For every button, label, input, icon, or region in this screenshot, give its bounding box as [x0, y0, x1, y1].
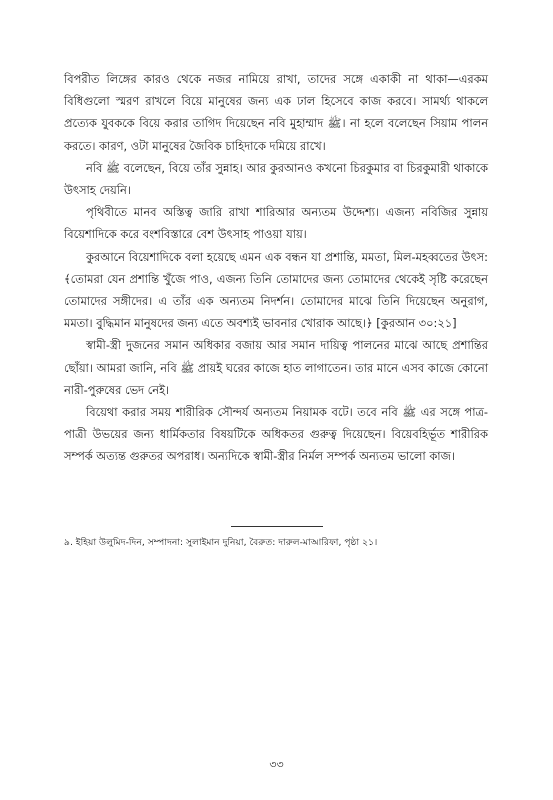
footnote: ৯. ইহিয়া উলুমিদ-দিন, সম্পাদনা: সুলাইমান দুনিয়া, বৈরুত: দারুল-মাআরিফা, পৃষ্ঠা ২১।: [64, 537, 378, 548]
paragraph-2: নবি ﷺ বলেছেন, বিয়ে তাঁর সুন্নাহ। আর কুরআনও কখনো চিরকুমার বা চিরকুমারী থাকাকে উৎসাহ দেয়নি।: [64, 160, 488, 198]
body-text: [64, 68, 488, 468]
page-number: ৩৩: [269, 758, 284, 771]
paragraph-6: বিয়েথা করার সময় শারীরিক সৌন্দর্য অন্যতম নিয়ামক বটে। তবে নবি ﷺ এর সঙ্গে পাত্র-পাত্রী উভয়ের জন্য ধার্মিকতার বিষয়টিকে অধিকতর গুরুত্ব দিয়েছেন। বিয়েবহির্ভূত শারীরিক সম্পর্ক অত্যন্ত গুরুতর অপরাধ। অন্যদিকে স্বামী-স্ত্রীর নির্মল সম্পর্ক অন্যতম ভালো কাজ।: [64, 405, 489, 464]
paragraph-1: বিপরীত লিঙ্গের কারও থেকে নজর নামিয়ে রাখা, তাদের সঙ্গে একাকী না থাকা—এরকম বিধিগুলো স্মরণ রাখলে বিয়ে মানুষের জন্য এক ঢাল হিসেবে কাজ করবে। সামর্থ্য থাকলে প্রত্যেক যুবককে বিয়ে করার তাগিদ দিয়েছেন নবি মুহাম্মাদ ﷺ। না হলে বলেছেন সিয়াম পালন করতে। কারণ, ওটা মানুষের জৈবিক চাহিদাকে দমিয়ে রাখে।: [64, 72, 489, 153]
paragraph-3: পৃথিবীতে মানব অস্তিত্ব জারি রাখা শারিআর অন্যতম উদ্দেশ্য। এজন্য নবিজির সুন্নায় বিয়েশাদিকে করে বংশবিস্তারে বেশ উৎসাহ পাওয়া যায়।: [64, 205, 488, 242]
paragraph-4: কুরআনে বিয়েশাদিকে বলা হয়েছে এমন এক বন্ধন যা প্রশান্তি, মমতা, মিল-মহব্বতের উৎস: ﴾তোমরা যেন প্রশান্তি খুঁজে পাও, এজন্য তিনি তোমাদের জন্য তোমাদের থেকেই সৃষ্টি করেছেন তোমাদের সঙ্গীদের। এ তাঁর এক অন্যতম নিদর্শন। তোমাদের মাঝে তিনি দিয়েছেন অনুরাগ, মমতা। বুদ্ধিমান মানুষদের জন্য এতে অবশ্যই ভাবনার খোরাক আছে।﴿ [কুরআন ৩০:২১]: [64, 249, 488, 331]
paragraph-5: স্বামী-স্ত্রী দুজনের সমান অধিকার বজায় আর সমান দায়িত্ব পালনের মাঝে আছে প্রশান্তির ছোঁয়া। আমরা জানি, নবি ﷺ প্রায়ই ঘরের কাজে হাত লাগাতেন। তার মানে এসব কাজে কোনো নারী-পুরুষের ভেদ নেই।: [64, 338, 488, 397]
footnote-divider: [231, 526, 323, 527]
